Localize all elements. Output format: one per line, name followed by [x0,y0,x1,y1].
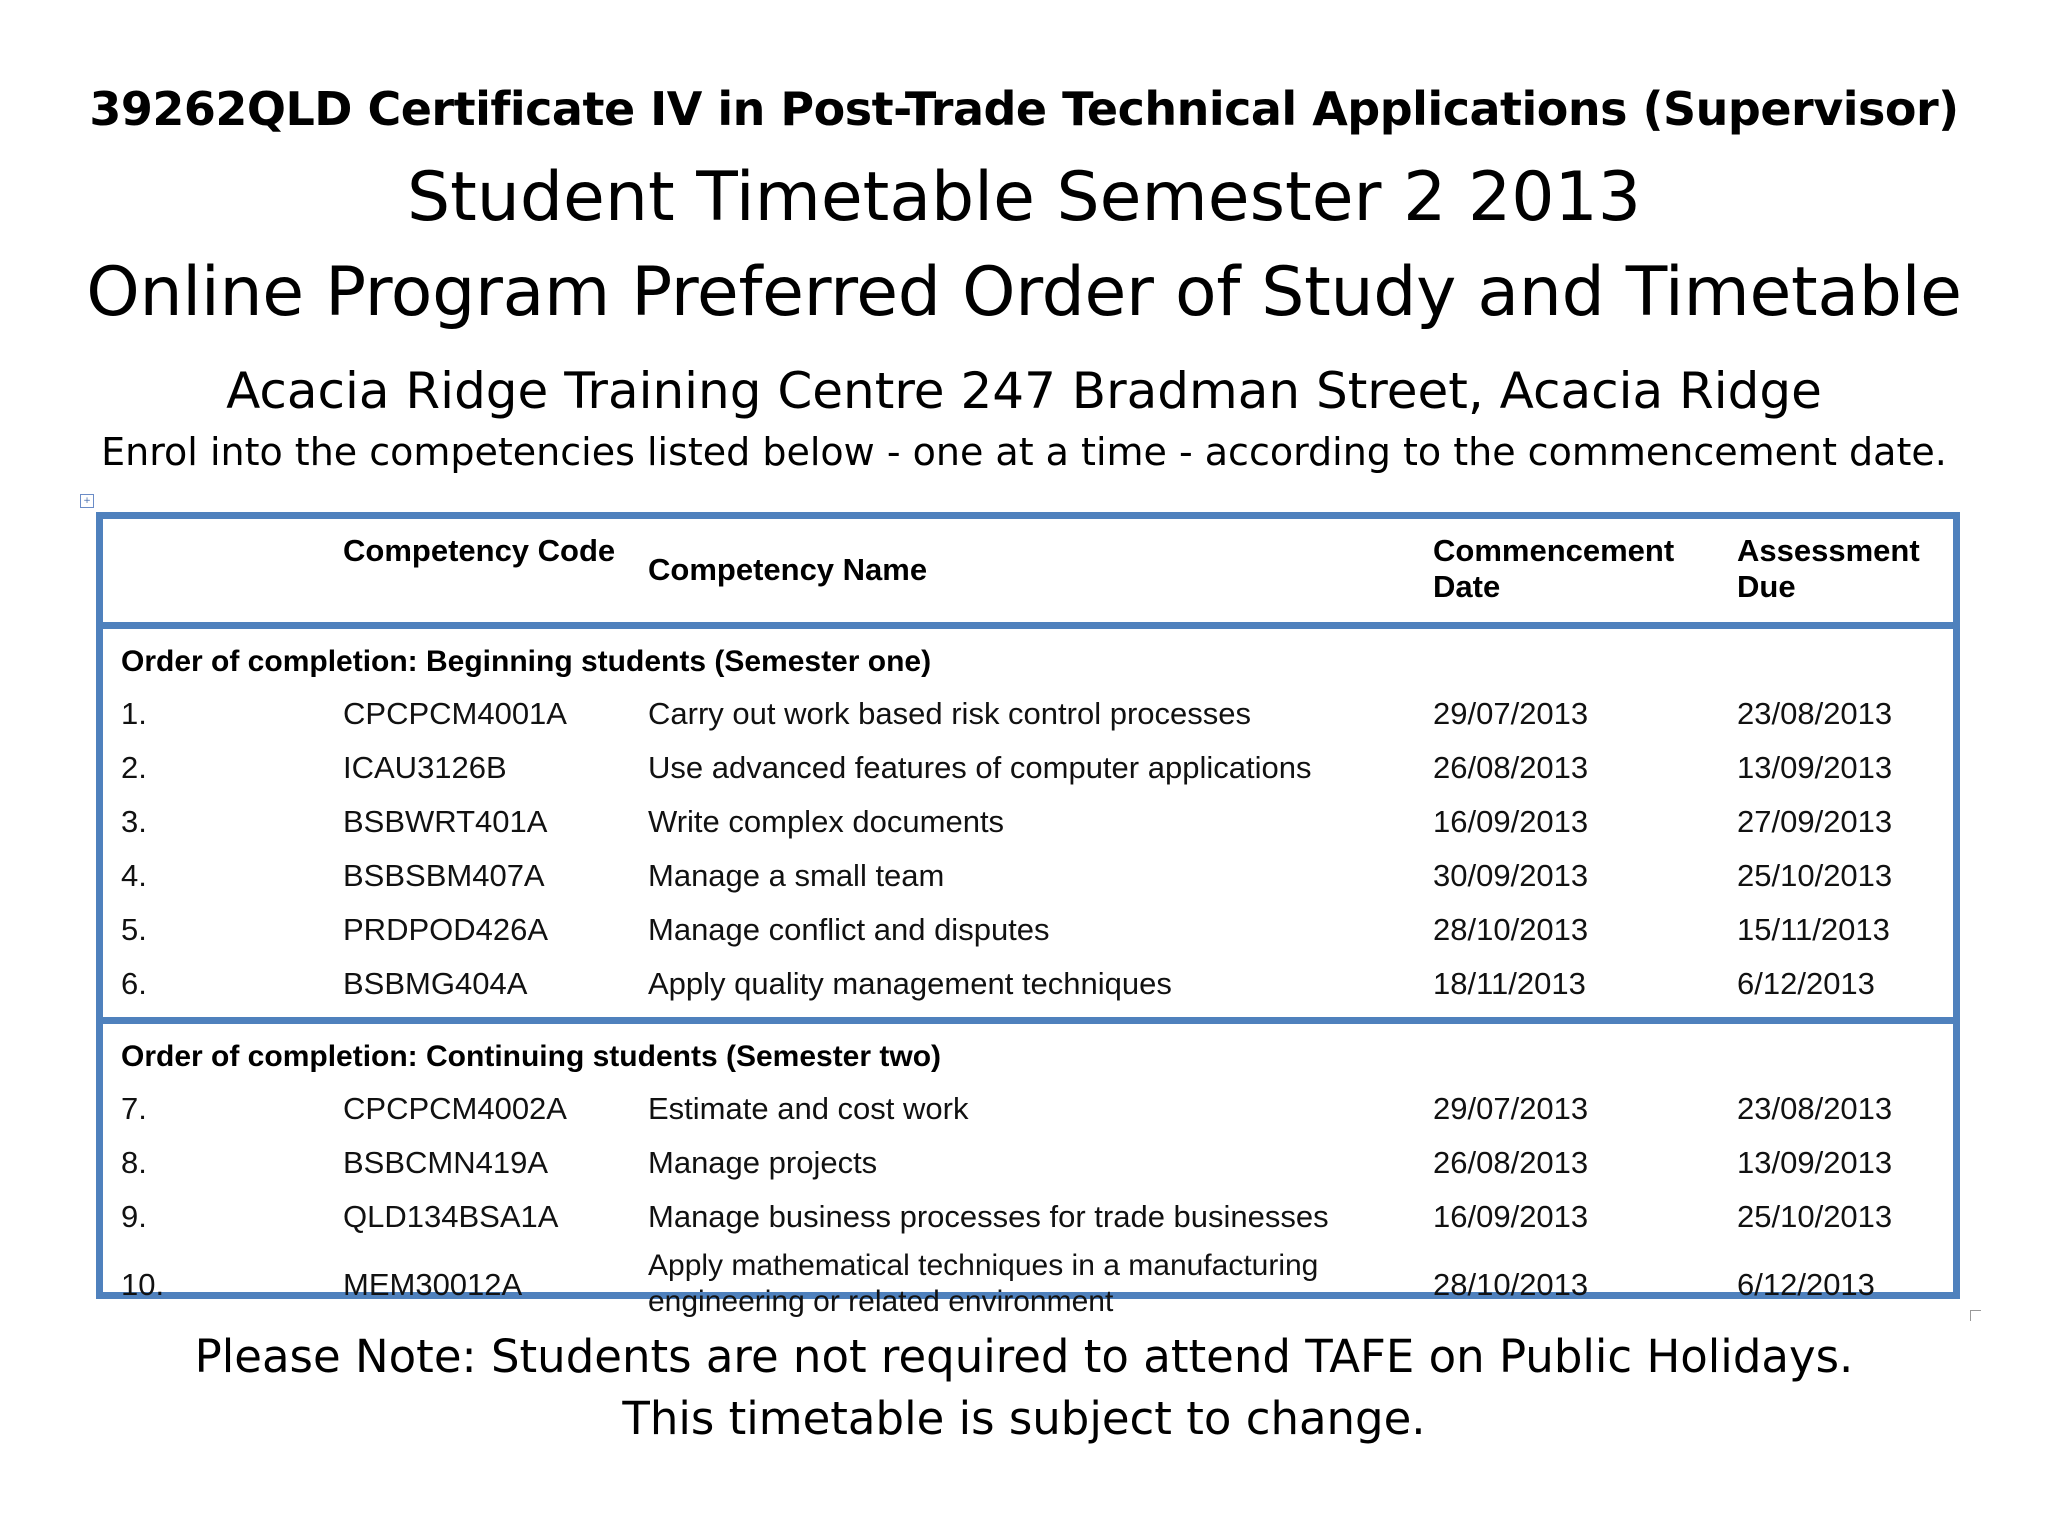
row-due: 25/10/2013 [1737,858,1893,893]
row-number: 4. [121,858,147,893]
table-header-row [103,519,1953,629]
row-start: 28/10/2013 [1433,1267,1589,1302]
row-start: 30/09/2013 [1433,858,1589,893]
change-disclaimer: This timetable is subject to change. [622,1392,1426,1445]
row-number: 3. [121,804,147,839]
row-code: BSBWRT401A [343,804,548,839]
row-name: Manage conflict and disputes [648,912,1050,947]
row-number: 10. [121,1267,165,1302]
group-title [103,635,1953,687]
table-row [103,1136,1953,1190]
row-due: 13/09/2013 [1737,1145,1893,1180]
row-code: PRDPOD426A [343,912,549,947]
group-beginning-students [103,629,1953,1011]
row-start: 16/09/2013 [1433,804,1589,839]
row-start: 26/08/2013 [1433,1145,1589,1180]
row-start: 18/11/2013 [1433,966,1586,1001]
table-row [103,957,1953,1011]
table-row [103,1082,1953,1136]
row-start: 29/07/2013 [1433,696,1589,731]
row-due: 6/12/2013 [1737,966,1875,1001]
timetable-table [96,512,1960,1318]
row-name: Carry out work based risk control processes [648,696,1252,731]
row-code: BSBCMN419A [343,1145,549,1180]
group-divider [103,1017,1953,1024]
row-name: Manage business processes for trade businesses [648,1199,1329,1234]
program-title: Online Program Preferred Order of Study and Timetable [86,253,1962,332]
row-code: MEM30012A [343,1267,523,1302]
row-start: 16/09/2013 [1433,1199,1589,1234]
row-code: CPCPCM4001A [343,696,567,731]
row-due: 13/09/2013 [1737,750,1893,785]
table-row [103,849,1953,903]
row-number: 6. [121,966,147,1001]
header-assessment-due: Assessment Due [1737,533,1920,604]
group-title [103,1030,1953,1082]
row-due: 15/11/2013 [1737,912,1890,947]
row-name: Manage projects [648,1145,878,1180]
table-row [103,687,1953,741]
row-start: 26/08/2013 [1433,750,1589,785]
group-title-text: Order of completion: Beginning students (Semester one) [121,645,932,678]
row-code: BSBMG404A [343,966,528,1001]
public-holiday-note: Please Note: Students are not required to attend TAFE on Public Holidays. [194,1330,1854,1383]
header-competency-code: Competency Code [343,533,616,568]
table-row [103,1190,1953,1244]
row-number: 1. [121,696,147,731]
row-start: 29/07/2013 [1433,1091,1589,1126]
row-name: Apply mathematical techniques in a manufacturing engineering or related environment [648,1249,1319,1318]
row-number: 7. [121,1091,147,1126]
row-number: 8. [121,1145,147,1180]
row-code: CPCPCM4002A [343,1091,567,1126]
row-start: 28/10/2013 [1433,912,1589,947]
row-number: 5. [121,912,147,947]
header-competency-name: Competency Name [648,552,928,587]
row-code: BSBSBM407A [343,858,545,893]
header-commencement-date: Commencement Date [1433,533,1675,604]
table-move-handle-icon[interactable]: + [80,494,94,508]
course-title: 39262QLD Certificate IV in Post-Trade Technical Applications (Supervisor) [89,82,1959,136]
row-name: Apply quality management techniques [648,966,1172,1001]
group-continuing-students [103,1024,1953,1324]
row-name: Use advanced features of computer applications [648,750,1312,785]
row-number: 9. [121,1199,147,1234]
row-code: QLD134BSA1A [343,1199,559,1234]
location-line: Acacia Ridge Training Centre 247 Bradman Street, Acacia Ridge [226,362,1822,420]
row-due: 6/12/2013 [1737,1267,1875,1302]
table-row [103,1244,1953,1324]
row-due: 23/08/2013 [1737,696,1893,731]
table-row [103,741,1953,795]
row-due: 23/08/2013 [1737,1091,1893,1126]
table-row [103,795,1953,849]
row-name: Manage a small team [648,858,945,893]
enrol-instruction: Enrol into the competencies listed below - one at a time - according to the commencement date. [101,430,1947,474]
table-row [103,903,1953,957]
group-title-text: Order of completion: Continuing students (Semester two) [121,1040,942,1073]
row-due: 25/10/2013 [1737,1199,1893,1234]
row-name: Estimate and cost work [648,1091,969,1126]
table-resize-handle-icon[interactable] [1970,1310,1981,1321]
row-name: Write complex documents [648,804,1005,839]
row-number: 2. [121,750,147,785]
timetable-title: Student Timetable Semester 2 2013 [406,158,1642,237]
row-code: ICAU3126B [343,750,507,785]
row-due: 27/09/2013 [1737,804,1893,839]
